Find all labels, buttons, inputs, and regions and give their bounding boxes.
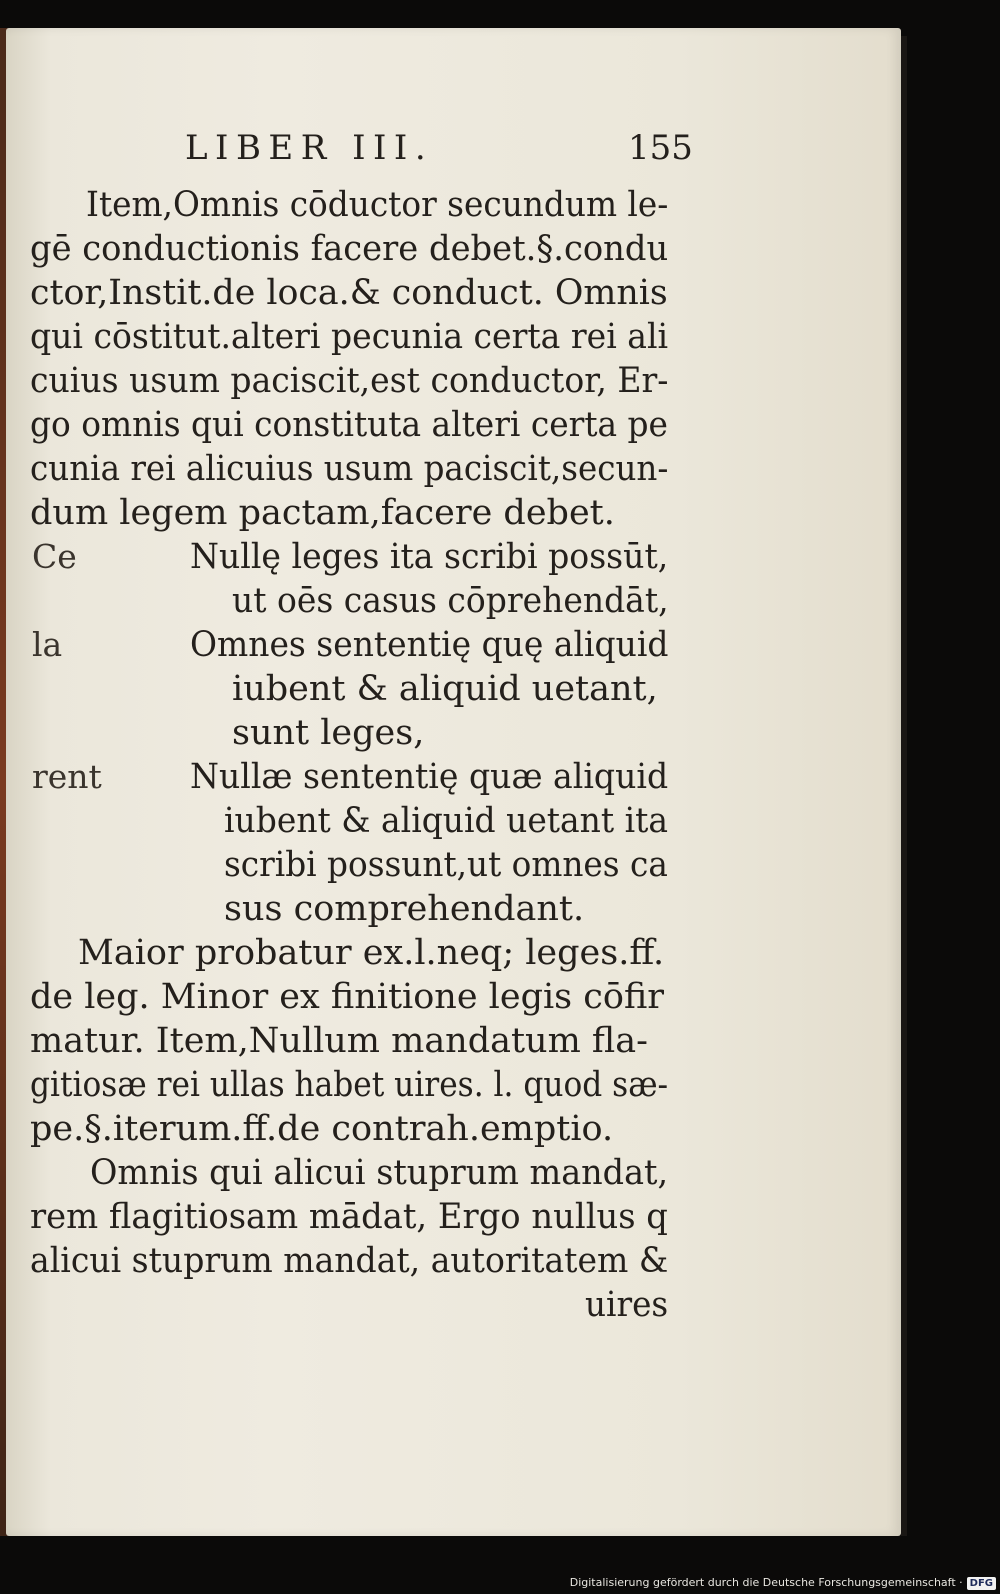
syllogism-line: sunt leges, (232, 713, 425, 753)
text-line: ctor,Instit.de loca.& conduct. Omnis (30, 273, 668, 313)
syllogism-line: sus comprehendant. (224, 889, 585, 929)
text-line: cunia rei alicuius usum paciscit,secun- (30, 449, 669, 489)
footer-credit-text: Digitalisierung gefördert durch die Deutsche Forschungsgemeinschaft · (569, 1576, 963, 1589)
text-line: pe.§.iterum.ff.de contrah.emptio. (30, 1109, 614, 1149)
text-line: Omnis qui alicui stuprum mandat, (90, 1153, 669, 1193)
text-line: Maior probatur ex.l.neq; leges.ff. (78, 933, 665, 973)
text-line: gitiosæ rei ullas habet uires. l. quod sæ- (30, 1065, 669, 1105)
syllogism-line: ut oēs casus cōprehendāt, (232, 581, 669, 621)
text-line: dum legem pactam,facere debet. (30, 493, 615, 533)
text-line: de leg. Minor ex finitione legis cōfir (30, 977, 665, 1017)
page-number: 155 (628, 128, 693, 168)
running-header: LIBER III. (185, 128, 434, 168)
text-line: Item,Omnis cōductor secundum le- (86, 185, 669, 225)
syllogism-line: scribi possunt,ut omnes ca (224, 845, 668, 885)
syllogism-margin-label: la (32, 625, 63, 664)
text-line: matur. Item,Nullum mandatum fla- (30, 1021, 648, 1061)
syllogism-line: Nullę leges ita scribi possūt, (190, 537, 669, 577)
digitization-footer (560, 1575, 996, 1591)
text-line: qui cōstitut.alteri pecunia certa rei ali (30, 317, 669, 357)
page-edge-shadow (901, 36, 907, 1536)
text-line: go omnis qui constituta alteri certa pe (30, 405, 669, 445)
syllogism-line: Omnes sententię quę aliquid (190, 625, 669, 665)
catchword: uires (585, 1285, 669, 1325)
syllogism-line: iubent & aliquid uetant, (232, 669, 658, 709)
dfg-logo: DFG (967, 1577, 996, 1590)
text-line: alicui stuprum mandat, autoritatem & (30, 1241, 669, 1281)
syllogism-line: iubent & aliquid uetant ita (224, 801, 669, 841)
text-line: rem flagitiosam mādat, Ergo nullus q (30, 1197, 668, 1237)
syllogism-line: Nullæ sententię quæ aliquid (190, 757, 669, 797)
text-line: gē conductionis facere debet.§.condu (30, 229, 669, 269)
syllogism-margin-label: Ce (32, 537, 77, 576)
syllogism-margin-label: rent (32, 757, 102, 796)
text-line: cuius usum paciscit,est conductor, Er- (30, 361, 669, 401)
